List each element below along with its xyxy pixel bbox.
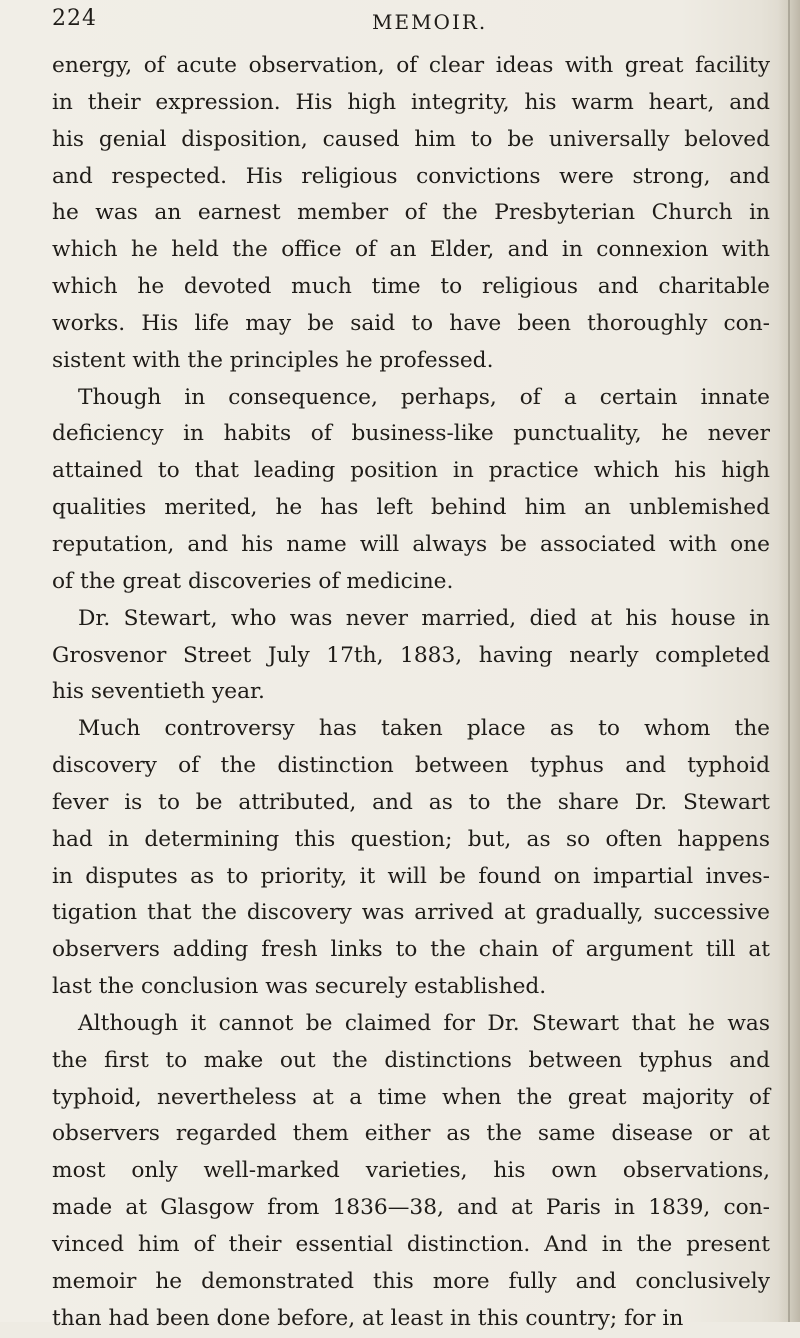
text-line: qualities merited, he has left behind him an unblemished [52, 495, 770, 521]
text-line: works. His life may be said to have been thoroughly con- [52, 310, 770, 336]
text-line: Dr. Stewart, who was never married, died at his house in [78, 605, 770, 631]
text-line: tigation that the discovery was arrived at gradually, successive [52, 900, 770, 926]
text-line: he was an earnest member of the Presbyterian Church in [52, 200, 770, 226]
text-line: sistent with the principles he professed. [52, 347, 494, 373]
text-line: Much controversy has taken place as to whom the [78, 716, 770, 742]
text-line: which he devoted much time to religious and charitable [52, 274, 770, 300]
text-line: had in determining this question; but, as so often happens [52, 826, 770, 852]
text-line: memoir he demonstrated this more fully and conclusively [52, 1268, 770, 1294]
text-line: most only well-marked varieties, his own observations, [52, 1158, 770, 1184]
text-line: made at Glasgow from 1836—38, and at Paris in 1839, con- [52, 1195, 770, 1221]
text-line: the first to make out the distinctions between typhus and [52, 1047, 770, 1073]
page-number: 224 [52, 6, 97, 31]
text-line: energy, of acute observation, of clear ideas with great facility [52, 53, 770, 78]
text-line: reputation, and his name will always be associated with one [52, 531, 770, 557]
text-line: Grosvenor Street July 17th, 1883, having nearly completed [52, 642, 770, 668]
page-binding-edge [788, 0, 790, 1322]
body-text [52, 48, 770, 1338]
text-line: vinced him of their essential distinction. And in the present [52, 1232, 770, 1257]
text-line: Though in consequence, perhaps, of a certain innate [78, 384, 770, 410]
text-line: and respected. His religious convictions were strong, and [52, 163, 770, 189]
running-head: MEMOIR. [372, 10, 488, 34]
text-line: attained to that leading position in practice which his high [52, 458, 770, 484]
text-line: Although it cannot be claimed for Dr. Stewart that he was [78, 1010, 770, 1036]
text-line: his seventieth year. [52, 679, 265, 705]
text-line: observers regarded them either as the same disease or at [52, 1121, 770, 1147]
text-line: of the great discoveries of medicine. [52, 568, 454, 594]
text-line: in their expression. His high integrity, his warm heart, and [52, 89, 770, 115]
text-line: his genial disposition, caused him to be universally beloved [52, 126, 770, 152]
text-line: typhoid, nevertheless at a time when the great majority of [52, 1084, 770, 1110]
text-line: deficiency in habits of business-like punctuality, he never [52, 421, 770, 447]
text-line: last the conclusion was securely established. [52, 974, 547, 1000]
page-header [0, 4, 800, 50]
text-line: which he held the office of an Elder, and in connexion with [52, 237, 770, 263]
text-line: fever is to be attributed, and as to the share Dr. Stewart [52, 789, 770, 815]
text-line: than had been done before, at least in this country; for in [52, 1305, 684, 1331]
text-line: discovery of the distinction between typhus and typhoid [52, 753, 770, 779]
text-line: observers adding fresh links to the chain of argument till at [52, 937, 770, 963]
text-line: in disputes as to priority, it will be found on impartial inves- [52, 863, 770, 889]
